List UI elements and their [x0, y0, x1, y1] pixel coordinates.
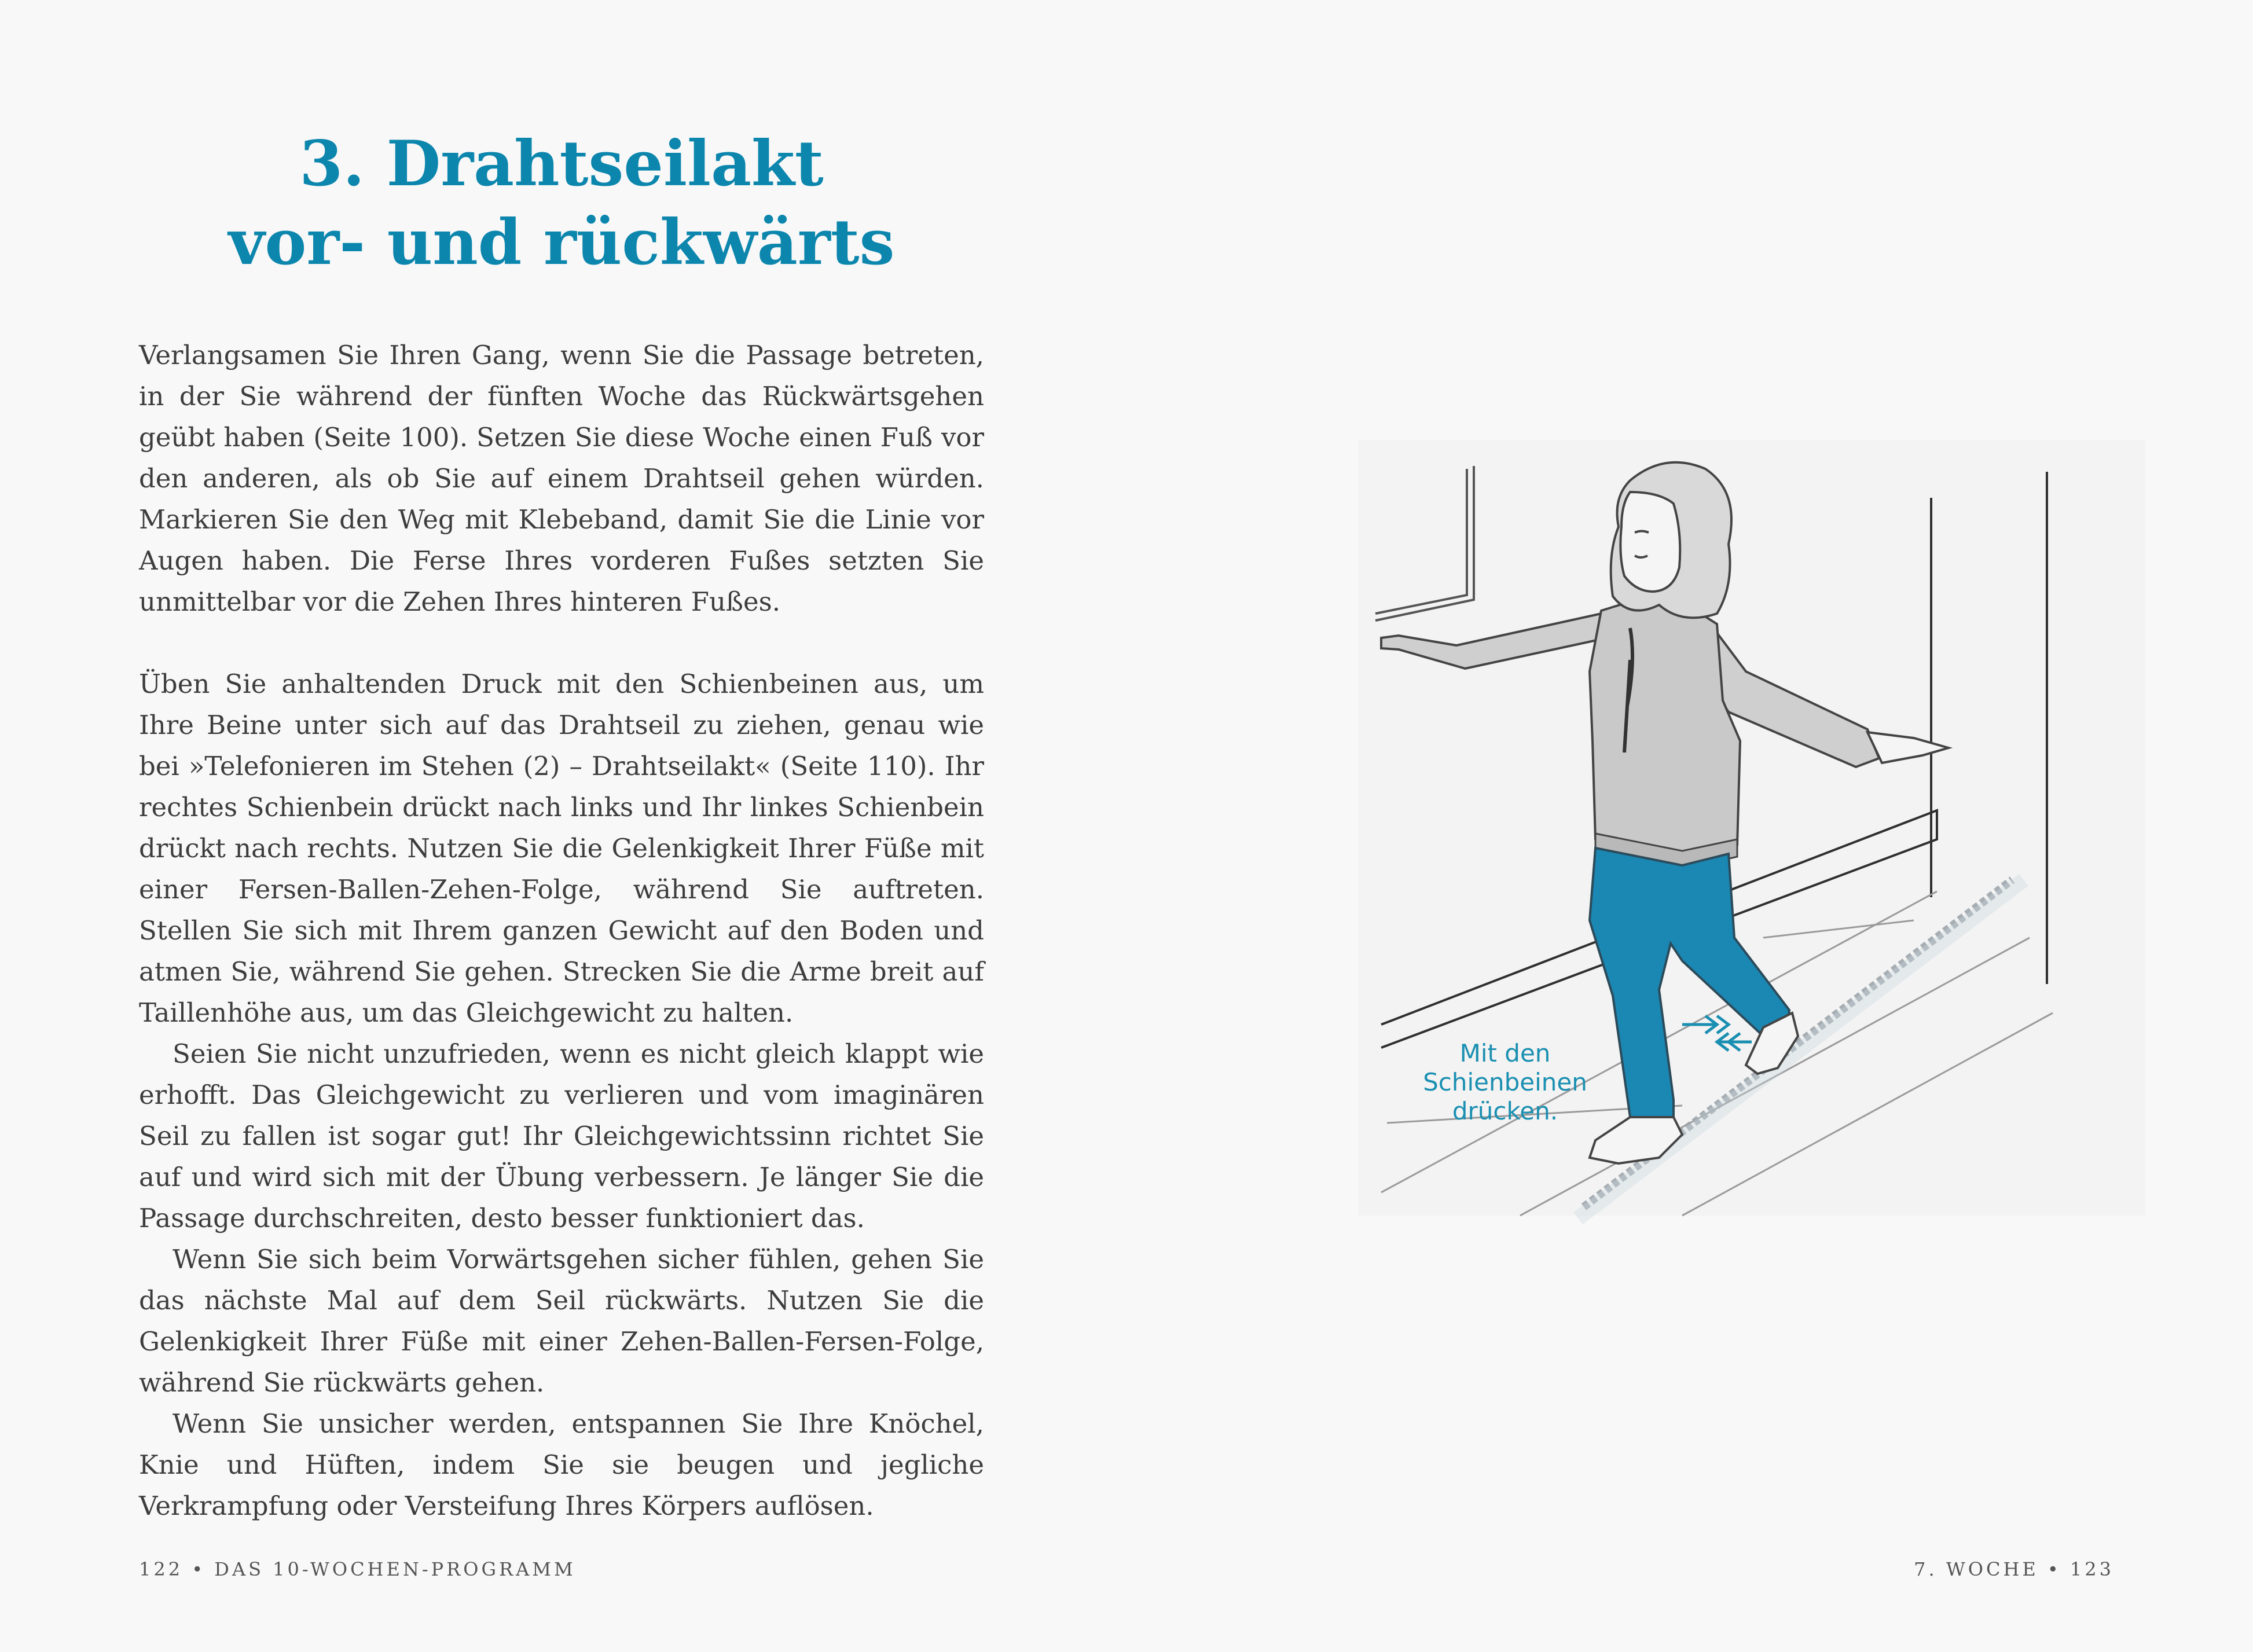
footer-right: 7. WOCHE • 123 [1914, 1558, 2114, 1580]
caption-line-1: Mit den [1459, 1039, 1551, 1067]
paragraph-1: Verlangsamen Sie Ihren Gang, wenn Sie die Passage betreten, in der Sie während der fünften Woche das Rückwärtsgehen geübt haben (Seite 100). Setzen Sie diese Woche einen Fuß vor den anderen, als ob Sie auf einem Drahtseil gehen würden. Markieren Sie den Weg mit Klebeband, damit Sie die Linie vor Augen haben. Die Ferse Ihres vorderen Fußes setzten Sie unmittelbar vor die Zehen Ihres hinteren Fußes. [139, 340, 984, 617]
paragraph-2: Üben Sie anhaltenden Druck mit den Schienbeinen aus, um Ihre Beine unter sich auf das Drahtseil zu ziehen, genau wie bei »Telefonieren im Stehen (2) – Drahtseilakt« (Seite 110). Ihr rechtes Schienbein drückt nach links und Ihr linkes Schienbein drückt nach rechts. Nutzen Sie die Gelenkigkeit Ihrer Füße mit einer Fersen-Ballen-Zehen-Folge, während Sie auftreten. Stellen Sie sich mit Ihrem ganzen Gewicht auf den Boden und atmen Sie, während Sie gehen. Strecken Sie die Arme breit auf Taillenhöhe aus, um das Gleichgewicht zu halten. [139, 669, 984, 1028]
body-text [139, 335, 984, 1526]
page-title [139, 124, 984, 282]
title-line-2: vor- und rückwärts [228, 206, 895, 279]
paragraph-4: Wenn Sie sich beim Vorwärtsgehen sicher fühlen, gehen Sie das nächste Mal auf dem Seil rückwärts. Nutzen Sie die Gelenkigkeit Ihrer Füße mit einer Zehen-Ballen-Fersen-Folge, während Sie rückwärts gehen. [139, 1244, 984, 1398]
paragraph-3: Seien Sie nicht unzufrieden, wenn es nicht gleich klappt wie erhofft. Das Gleichgewicht zu verlieren und vom imaginären Seil zu fallen ist sogar gut! Ihr Gleichgewichtssinn richtet Sie auf und wird sich mit der Übung verbessern. Je länger Sie die Passage durchschreiten, desto besser funktioniert das. [139, 1038, 984, 1234]
left-page [0, 0, 1126, 1652]
caption-line-2: Schienbeinen [1423, 1068, 1587, 1096]
paragraph-5: Wenn Sie unsicher werden, entspannen Sie Ihre Knöchel, Knie und Hüften, indem Sie sie beugen und jegliche Verkrampfung oder Versteifung Ihres Körpers auflösen. [139, 1408, 984, 1521]
head [1611, 462, 1731, 618]
footer-left: 122 • DAS 10-WOCHEN-PROGRAMM [139, 1558, 576, 1580]
illustration-caption [1412, 1039, 1598, 1126]
title-line-1: 3. Drahtseilakt [299, 127, 824, 200]
sweater [1590, 596, 1740, 865]
caption-line-3: drücken. [1452, 1097, 1558, 1125]
